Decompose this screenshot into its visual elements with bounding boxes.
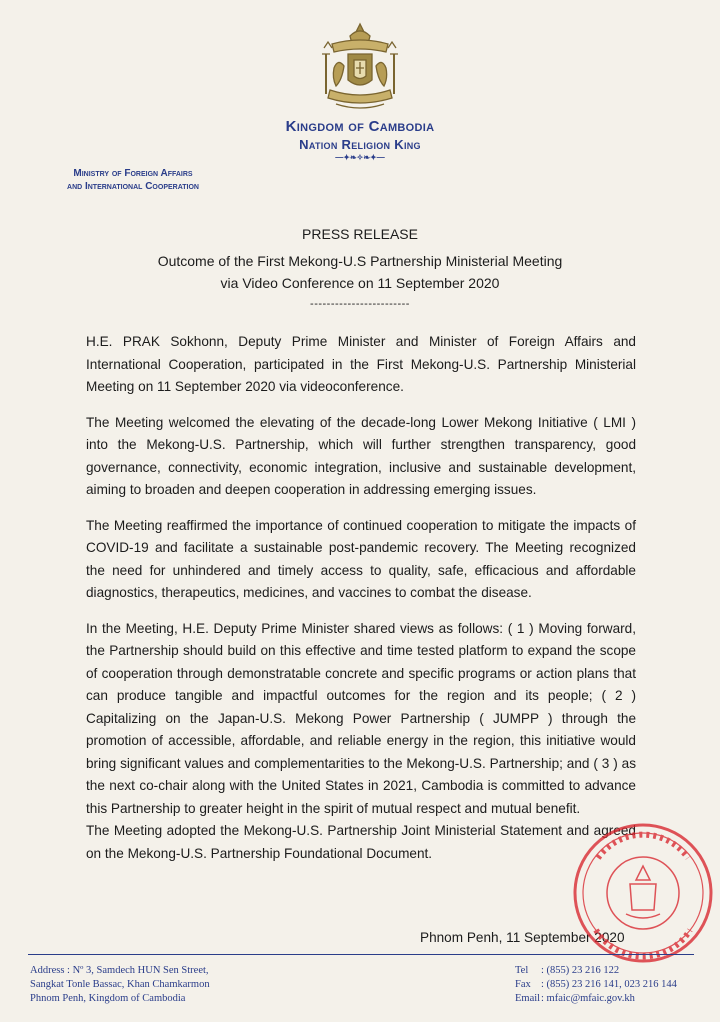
title-line-2: via Video Conference on 11 September 2020 [220,275,500,291]
ornament-divider: —✦❧✧❧✦— [335,153,385,162]
paragraph-5: The Meeting adopted the Mekong-U.S. Partnership Joint Ministerial Statement and agreed on the Mekong-U.S. Partnership Foundational Document. [86,823,636,861]
paragraph-1 [86,331,636,399]
minister-name: H.E. PRAK Sokhonn [86,334,225,349]
tel-row [515,964,677,978]
tel-label: Tel [515,965,529,976]
press-release-body [86,331,636,865]
dateline: Phnom Penh, 11 September 2020 [420,930,625,945]
ministry-line-2: and International Cooperation [67,181,199,192]
paragraph-4: In the Meeting, H.E. Deputy Prime Minister shared views as follows: ( 1 ) Moving forward, the Partnership should build on this effective and time tested platform to expand the scope of cooperation through demonstratable concrete and specific programs or action plans that can produce tangible and impactful outcomes for the region and its people; ( 2 ) Capitalizing on the Japan-U.S. Mekong Power Partnership ( JUMPP ) through the promotion of accessible, affordable, and reliable energy in the region, this initiative would bring significant values and complementarities to the Mekong-U.S. Partnership; and ( 3 ) as the next co-chair along with the United States in 2021, Cambodia is committed to advance this Partnership to greater height in the spirit of mutual respect and mutual benefit. [86,620,636,816]
ministry-name [28,167,238,193]
address-line-3: Phnom Penh, Kingdom of Cambodia [30,993,186,1004]
paragraph-2: The Meeting welcomed the elevating of the decade-long Lower Mekong Initiative ( LMI ) into the Mekong-U.S. Partnership, which will further strengthen transparency, good governance, connectivity, economic integration, inclusive and sustainable development, aiming to broaden and deepen cooperation in addressing emerging issues. [86,414,636,497]
title-divider: ------------------------ [310,298,410,310]
email-label: Email [515,993,541,1004]
tel-value: : (855) 23 216 122 [541,965,620,976]
press-release-label: PRESS RELEASE [302,226,418,242]
address-line-1: Address : Nº 3, Samdech HUN Sen Street, [30,965,209,976]
footer-address [30,964,210,1006]
fax-value: : (855) 23 216 141, 023 216 144 [541,979,677,990]
official-red-seal-icon [568,818,718,968]
paragraph-3: The Meeting reaffirmed the importance of continued cooperation to mitigate the impacts of COVID-19 and facilitate a sustainable post-pandemic recovery. The Meeting recognized the need for unhindered and timely access to quality, safe, efficacious and affordable diagnostics, therapeutics, medicines, and vaccines to combat the disease. [86,517,636,600]
royal-coat-of-arms-icon [312,18,408,116]
footer-divider [28,954,694,955]
fax-row [515,978,677,992]
address-line-2: Sangkat Tonle Bassac, Khan Chamkarmon [30,979,210,990]
email-value: : mfaic@mfaic.gov.kh [541,993,635,1004]
title-line-1: Outcome of the First Mekong-U.S Partnership Ministerial Meeting [157,253,563,269]
national-motto: Nation Religion King [299,137,421,152]
press-release-header [0,226,720,310]
ministry-line-1: Ministry of Foreign Affairs [73,168,193,179]
footer-contact [515,964,677,1006]
kingdom-name: Kingdom of Cambodia [285,118,435,135]
fax-label: Fax [515,979,531,990]
kingdom-heading [250,118,470,162]
paragraph-1-text: , Deputy Prime Minister and Minister of Foreign Affairs and International Cooperation, participated in the First Mekong-U.S. Partnership Ministerial Meeting on 11 September 2020 via videoconference. [86,334,636,394]
email-row [515,992,677,1006]
